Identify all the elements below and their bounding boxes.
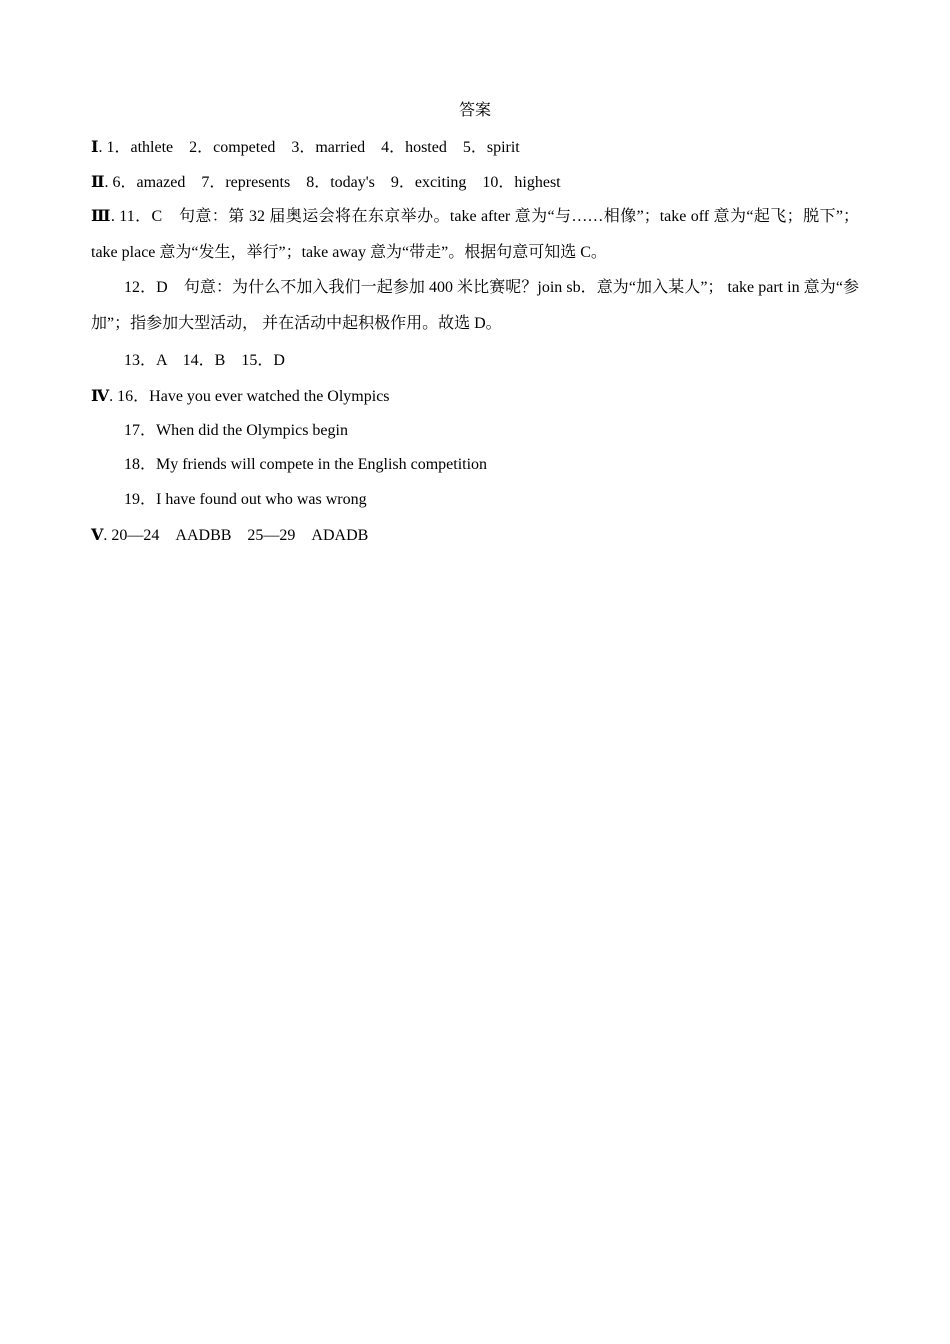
q11-explanation: . 11．C 句意：第 32 届奥运会将在东京举办。take after 意为“与……相像”；take off 意为“起飞；脱下”；take place 意为“发生，举行”；take away 意为“带走”。根据句意可知选 C。 <box>91 208 859 261</box>
section-3-q12: 12．D 句意：为什么不加入我们一起参加 400 米比赛呢？join sb．意为“加入某人”； take part in 意为“参加”；指参加大型活动， 并在活动中起积极作用。故选 D。 <box>91 279 859 332</box>
section-5-numeral: Ⅴ <box>91 525 104 544</box>
section-4-q17: 17．When did the Olympics begin <box>124 422 348 439</box>
section-3-q13-15: 13．A 14．B 15．D <box>124 352 285 369</box>
section-4-q16 <box>91 386 390 407</box>
q16-answer: . 16．Have you ever watched the Olympics <box>109 388 390 405</box>
section-4-q18: 18．My friends will compete in the English competition <box>124 456 488 473</box>
section-3-numeral: Ⅲ <box>91 206 111 225</box>
section-5-text: . 20—24 AADBB 25—29 ADADB <box>103 527 369 544</box>
section-5-answers <box>91 525 368 546</box>
section-2-answers <box>91 172 561 193</box>
section-4-numeral: Ⅳ <box>91 386 110 405</box>
section-1-numeral: Ⅰ <box>91 137 99 156</box>
section-4-q19: 19．I have found out who was wrong <box>124 491 367 508</box>
section-1-text: . 1．athlete 2．competed 3．married 4．hosted 5．spirit <box>98 139 520 156</box>
section-3-q11 <box>91 198 859 271</box>
page-title: 答案 <box>458 102 491 119</box>
section-1-answers <box>91 137 520 158</box>
section-2-numeral: Ⅱ <box>91 172 105 191</box>
section-2-text: . 6．amazed 7．represents 8．today's 9．exciting 10．highest <box>104 174 561 191</box>
